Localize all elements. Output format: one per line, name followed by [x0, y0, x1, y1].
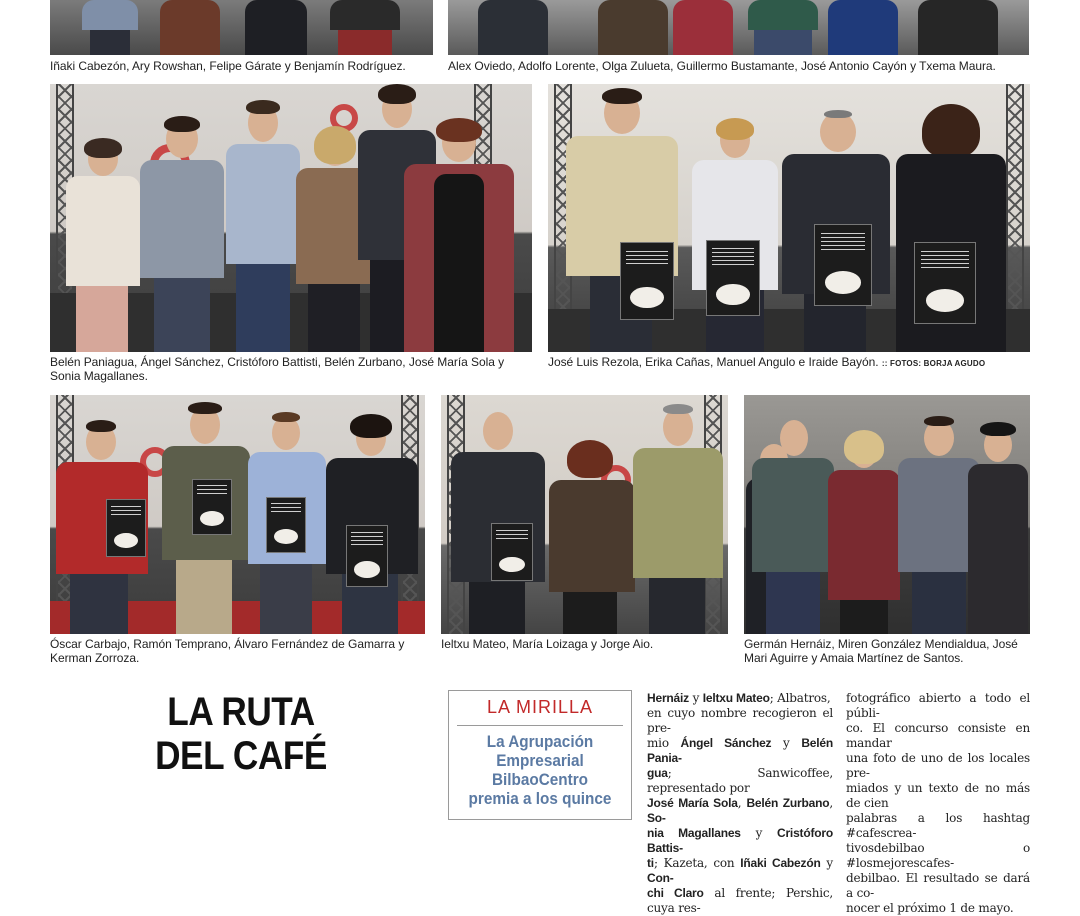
headline-line2: DEL CAFÉ: [155, 734, 327, 778]
col2-line: debilbao. El resultado se dará a co-: [846, 871, 1030, 900]
col1-line: nia Magallanes y Cristóforo Battis-: [647, 826, 833, 855]
caption-bot-center: Ieltxu Mateo, María Loizaga y Jorge Aio.: [441, 637, 654, 651]
caption-bot-left: [50, 637, 404, 665]
body-column-2: [846, 691, 1030, 916]
col2-line: tivosdebilbao o #losmejorescafes-: [846, 841, 1030, 870]
col2-line: miados y un texto de no más de cien: [846, 781, 1030, 810]
caption-bot-right: [744, 637, 1018, 665]
photo-top-left: [50, 0, 433, 55]
mirilla-headline-line4: premia a los quince: [468, 789, 612, 808]
mirilla-section-title: LA MIRILLA: [486, 697, 594, 717]
caption-top-right: Alex Oviedo, Adolfo Lorente, Olga Zulueta, Guillermo Bustamante, José Antonio Cayón y Txema Maura.: [448, 59, 996, 73]
body-column-1: [647, 691, 833, 916]
photo-bot-left: [50, 395, 425, 634]
headline-line1: LA RUTA: [167, 690, 315, 734]
col1-line: gua; Sanwicoffee, representado por: [647, 766, 833, 795]
mirilla-divider: [457, 725, 623, 726]
mirilla-box: [448, 690, 632, 820]
col2-line: co. El concurso consiste en mandar: [846, 721, 1030, 750]
article-headline: [126, 690, 357, 778]
mirilla-headline-line3: BilbaoCentro: [491, 770, 589, 789]
col1-line: chi Claro al frente; Pershic, cuya res-: [647, 886, 834, 915]
caption-bot-right-line2: Mari Aguirre y Amaia Martínez de Santos.: [744, 651, 964, 665]
caption-bot-left-line1: Óscar Carbajo, Ramón Temprano, Álvaro Fernández de Gamarra y: [50, 637, 405, 651]
col2-line: fotográfico abierto a todo el públi-: [846, 691, 1030, 720]
col1-line: Hernáiz y Ieltxu Mateo; Albatros,: [647, 691, 831, 705]
caption-mid-right-text: José Luis Rezola, Erika Cañas, Manuel Angulo e Iraide Bayón.: [548, 355, 879, 369]
caption-mid-left: [50, 355, 504, 383]
photo-top-right: [448, 0, 1029, 55]
photo-bot-center: [441, 395, 728, 634]
caption-bot-right-line1: Germán Hernáiz, Miren González Mendialdua, José: [744, 637, 1018, 651]
caption-mid-left-line2: Sonia Magallanes.: [50, 369, 148, 383]
mirilla-headline-line1: La Agrupación: [486, 732, 594, 751]
col1-line: José María Sola, Belén Zurbano, So-: [647, 796, 833, 825]
col1-line: mio Ángel Sánchez y Belén Pania-: [647, 736, 833, 765]
mirilla-headline-line2: Empresarial: [496, 751, 584, 770]
photo-mid-left: [50, 84, 532, 352]
caption-top-left: Iñaki Cabezón, Ary Rowshan, Felipe Gárate y Benjamín Rodríguez.: [50, 59, 406, 73]
col1-line: ti; Kazeta, con Iñaki Cabezón y Con-: [647, 856, 833, 885]
caption-mid-right: [548, 355, 985, 371]
mirilla-headline: [465, 732, 614, 808]
photo-mid-right: [548, 84, 1030, 352]
col2-line: una foto de uno de los locales pre-: [846, 751, 1030, 780]
col2-line: nocer el próximo 1 de mayo.: [846, 901, 1014, 915]
photo-bot-right: [744, 395, 1030, 634]
col1-line: en cuyo nombre recogieron el pre-: [647, 706, 833, 735]
caption-mid-left-line1: Belén Paniagua, Ángel Sánchez, Cristóforo Battisti, Belén Zurbano, José María Sola y: [50, 355, 505, 369]
col2-line: palabras a los hashtag #cafescrea-: [846, 811, 1030, 840]
photo-credit: :: FOTOS: BORJA AGUDO: [881, 359, 986, 368]
caption-bot-left-line2: Kerman Zorroza.: [50, 651, 140, 665]
